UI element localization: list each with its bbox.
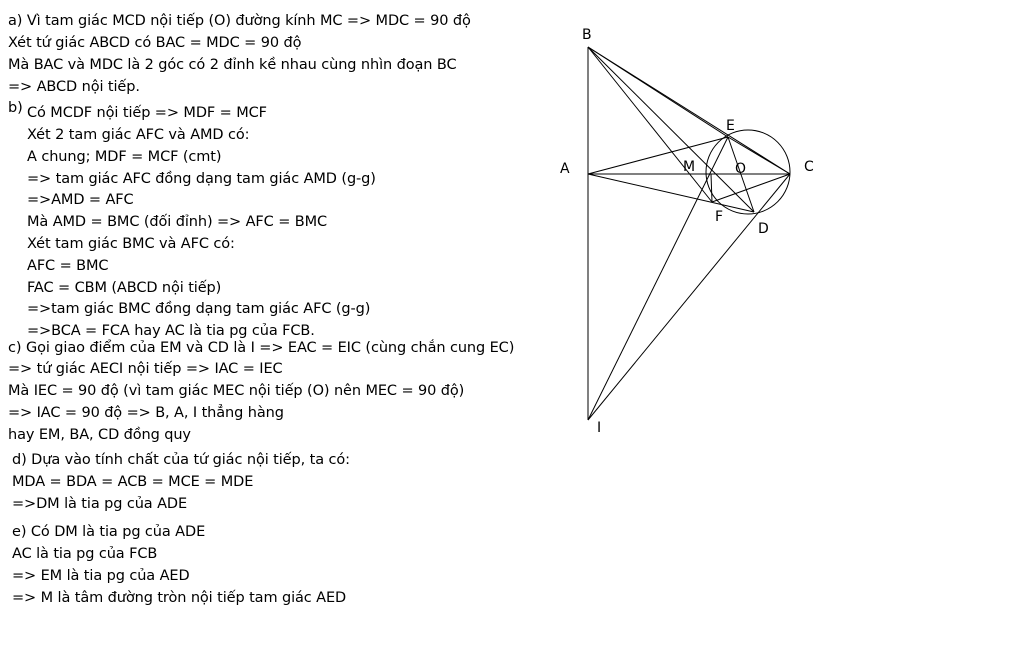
segment-ei [588,137,728,420]
label-e: E [726,118,735,134]
part-b-line-9: FAC = CBM (ABCD nội tiếp) [27,280,222,296]
part-b-line-3: A chung; MDF = MCF (cmt) [27,149,222,165]
segment-mf [711,174,712,202]
label-d: D [758,221,769,237]
part-d-line-1: d) Dựa vào tính chất của tứ giác nội tiếp, ta có: [12,452,350,468]
part-e-line-1: e) Có DM là tia pg của ADE [12,524,206,540]
label-c: C [804,159,814,175]
part-a-line-4: => ABCD nội tiếp. [8,79,140,95]
part-b-line-1: Có MCDF nội tiếp => MDF = MCF [27,105,267,121]
part-d-line-3: =>DM là tia pg của ADE [12,496,188,512]
label-b: B [582,27,592,43]
part-e-line-2: AC là tia pg của FCB [12,546,158,562]
part-b-line-8: AFC = BMC [27,258,109,274]
part-b-line-4: => tam giác AFC đồng dạng tam giác AMD (g-g) [27,171,376,187]
part-a-line-1: a) Vì tam giác MCD nội tiếp (O) đường kính MC => MDC = 90 độ [8,13,471,29]
part-d-line-2: MDA = BDA = ACB = MCE = MDE [12,474,254,490]
part-a-line-2: Xét tứ giác ABCD có BAC = MDC = 90 độ [8,35,302,51]
part-c-line-4: => IAC = 90 độ => B, A, I thẳng hàng [8,405,284,421]
part-e-line-3: => EM là tia pg của AED [12,568,190,584]
part-b-marker: b) [8,100,23,116]
label-m: M [683,159,696,175]
segment-ae [588,137,728,174]
part-b-line-6: Mà AMD = BMC (đối đỉnh) => AFC = BMC [27,214,328,230]
part-e-line-4: => M là tâm đường tròn nội tiếp tam giác AED [12,590,347,606]
circle-o [706,130,790,214]
segment-ad [588,174,754,212]
part-b-line-2: Xét 2 tam giác AFC và AMD có: [27,127,250,143]
label-o: O [735,161,747,177]
part-c-line-2: => tứ giác AECI nội tiếp => IAC = IEC [8,361,283,377]
part-c-line-5: hay EM, BA, CD đồng quy [8,427,191,443]
part-c-line-1: c) Gọi giao điểm của EM và CD là I => EAC = EIC (cùng chắn cung EC) [8,340,515,356]
label-f: F [715,209,724,225]
part-b-line-10: =>tam giác BMC đồng dạng tam giác AFC (g-g) [27,301,371,317]
part-b-line-5: =>AMD = AFC [27,192,134,208]
part-b-line-11: =>BCA = FCA hay AC là tia pg của FCB. [27,323,315,339]
label-i: I [597,420,602,436]
part-a-line-3: Mà BAC và MDC là 2 góc có 2 đỉnh kề nhau cùng nhìn đoạn BC [8,57,457,73]
part-c-line-3: Mà IEC = 90 độ (vì tam giác MEC nội tiếp (O) nên MEC = 90 độ) [8,383,465,399]
segment-ci [588,174,790,420]
label-a: A [560,161,570,177]
segment-be [588,47,728,137]
part-b-line-7: Xét tam giác BMC và AFC có: [27,236,235,252]
